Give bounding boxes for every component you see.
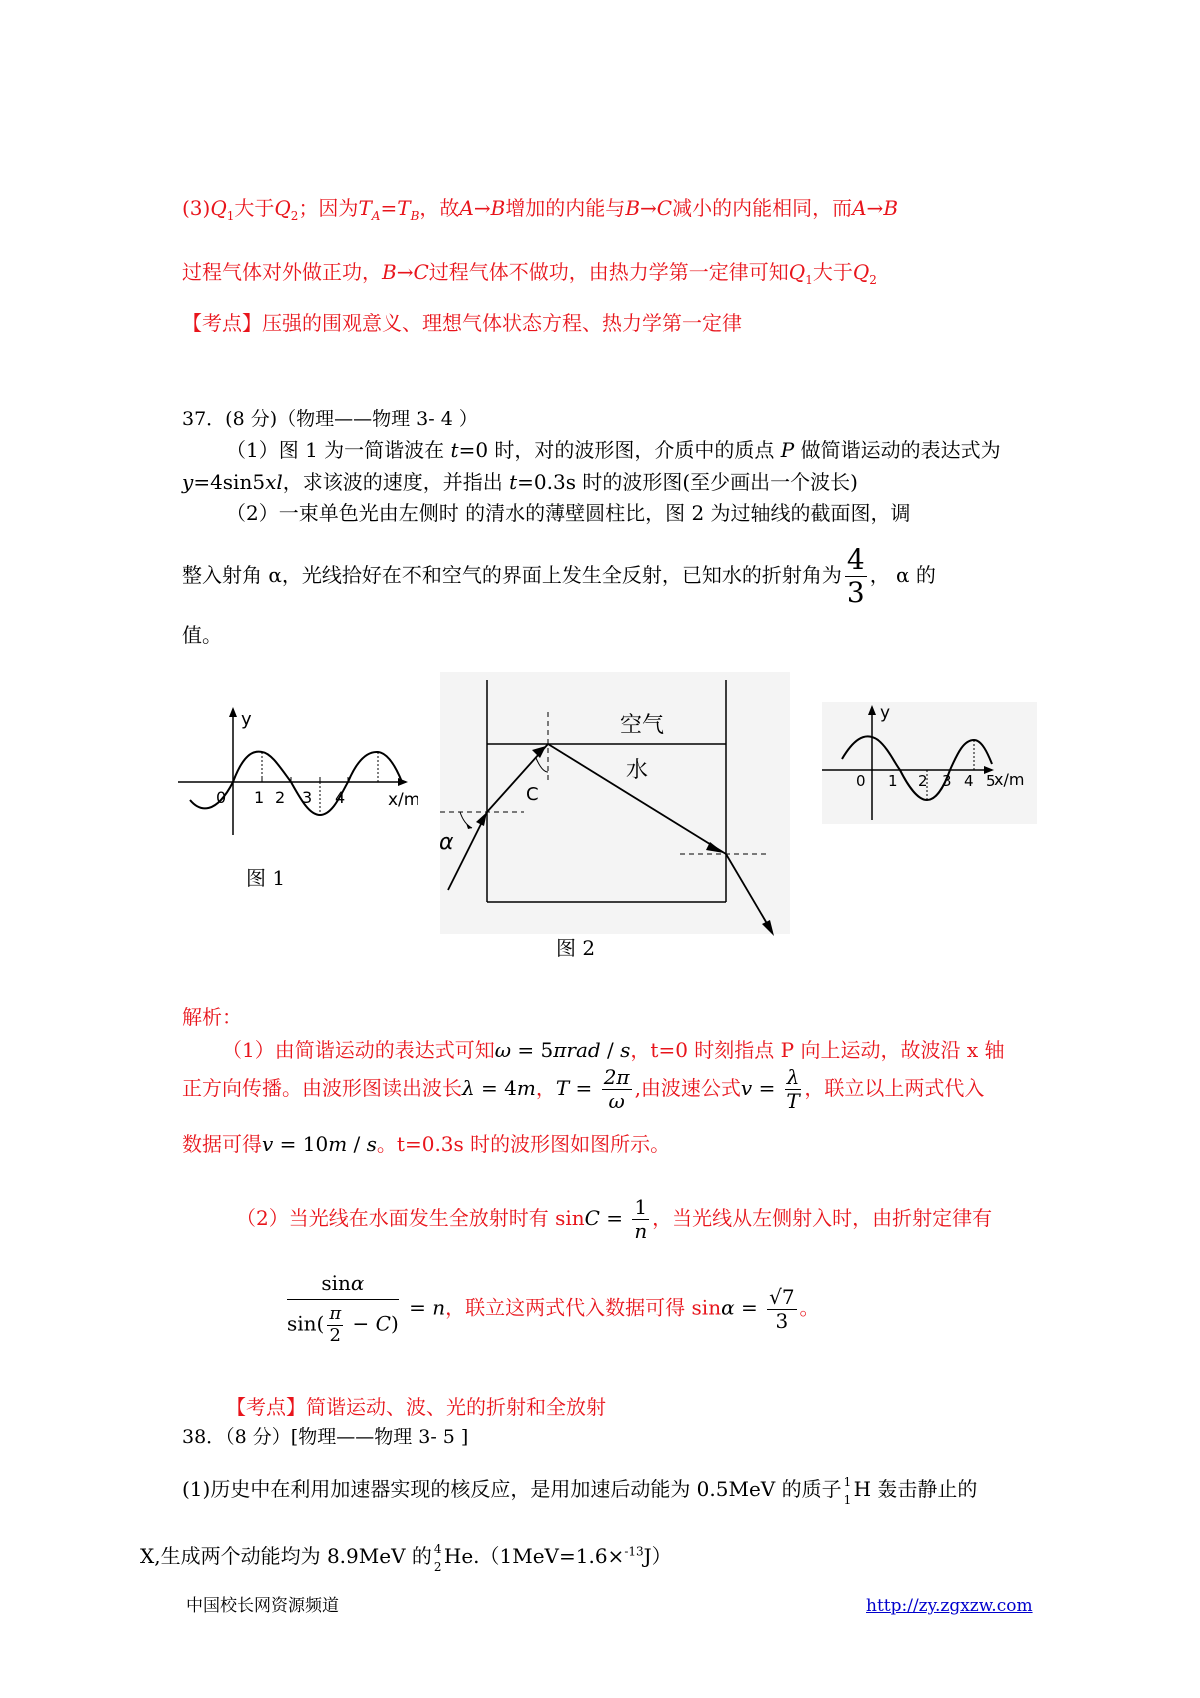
- fig1-tick: 2: [275, 788, 286, 807]
- q37-p1a: （1）图 1 为一简谐波在 t=0 时，对的波形图，介质中的质点 P 做简谐运动的表达式为: [226, 438, 1001, 462]
- kaodian-2: 【考点】简谐运动、波、光的折射和全放射: [226, 1395, 606, 1419]
- figure-1: [178, 705, 418, 885]
- q38-p1: (1)历史中在利用加速器实现的核反应，是用加速后动能为 0.5MeV 的质子 1 1 H 轰击静止的: [182, 1475, 978, 1507]
- footer-site-name: 中国校长网资源频道: [186, 1596, 339, 1616]
- q37-p1b: y=4sin5xl，求该波的速度，并指出 t=0.3s 时的波形图(至少画出一个波长): [182, 470, 858, 494]
- solution-2b: sinα sin( $\frac{\pi}{2}$ − C) = n，联立这两式代入数据可得 sinα = $\frac{√7}{3}$ 。: [287, 1271, 820, 1346]
- answer-line-2: 过程气体对外做正功，B→C过程气体不做功，由热力学第一定律可知$Q_1$大于$Q_2$: [182, 260, 877, 287]
- q37-p2c: 值。: [182, 623, 222, 647]
- fig2-water-label: 水: [626, 758, 649, 783]
- fig2-air-label: 空气: [620, 713, 665, 738]
- q37-title: 37．(8 分)（物理——物理 3- 4 ）: [182, 408, 478, 430]
- fig1-tick: 0: [216, 788, 227, 807]
- fig3-tick: 1: [888, 772, 898, 790]
- footer-link[interactable]: http://zy.zgxzw.com: [866, 1596, 1033, 1616]
- fig1-tick: 3: [302, 788, 313, 807]
- fig1-tick: 4: [335, 788, 346, 807]
- figure-2: [440, 672, 790, 942]
- answer-line-1: $(3)Q_1$大于$Q_2$；因为$T_A=T_B$，故A→B增加的内能与B→C减小的内能相同，而A→B: [182, 196, 899, 223]
- fig3-tick: 4: [964, 772, 974, 790]
- fig3-tick: 3: [942, 772, 952, 790]
- q38-title: 38．（8 分）[物理——物理 3- 5 ]: [182, 1426, 469, 1448]
- fig1-ylabel: y: [241, 709, 252, 730]
- q38-p2: X,生成两个动能均为 8.9MeV 的 4 2 He.（1MeV=1.6×$^{-13}$J）: [140, 1542, 672, 1574]
- fig3-tick: 2: [918, 772, 928, 790]
- fig3-xlabel: x/m: [994, 770, 1025, 789]
- fig2-caption: 图 2: [556, 936, 596, 960]
- fig1-tick: 1: [254, 788, 265, 807]
- solution-1a: （1）由简谐运动的表达式可知ω = 5πrad / s，t=0 时刻指点 P 向上运动，故波沿 x 轴: [222, 1038, 1005, 1062]
- fig3-tick: 5: [986, 772, 996, 790]
- jiexi-label: 解析：: [182, 1005, 242, 1029]
- solution-1c: 数据可得v = 10m / s。t=0.3s 时的波形图如图所示。: [182, 1132, 671, 1156]
- q37-p2b: 整入射角 α，光线拾好在不和空气的界面上发生全反射，已知水的折射角为 $\frac{4}{3}$ ， α 的: [182, 543, 936, 610]
- figure-3: [822, 702, 1037, 832]
- fig3-ylabel: y: [880, 703, 891, 723]
- solution-2a: （2）当光线在水面发生全放射时有 sinC = $\frac{1}{n}$ ，当光线从左侧射入时，由折射定律有: [236, 1195, 993, 1243]
- kaodian-1: 【考点】压强的围观意义、理想气体状态方程、热力学第一定律: [182, 311, 742, 335]
- fig1-caption: 图 1: [246, 866, 286, 890]
- fig1-xlabel: x/m: [388, 790, 418, 810]
- solution-1b: 正方向传播。由波形图读出波长λ = 4m，T = $\frac{2\pi}{\omega}$ ,由波速公式v = $\frac{\lambda}{T}$ ，联立以上两式代入: [182, 1065, 985, 1113]
- fig3-tick: 0: [856, 772, 866, 790]
- fig2-angle-c: C: [526, 784, 539, 805]
- q37-p2a: （2）一束单色光由左侧时 的清水的薄壁圆柱比，图 2 为过轴线的截面图，调: [226, 501, 911, 525]
- fig2-angle-alpha: α: [440, 830, 454, 855]
